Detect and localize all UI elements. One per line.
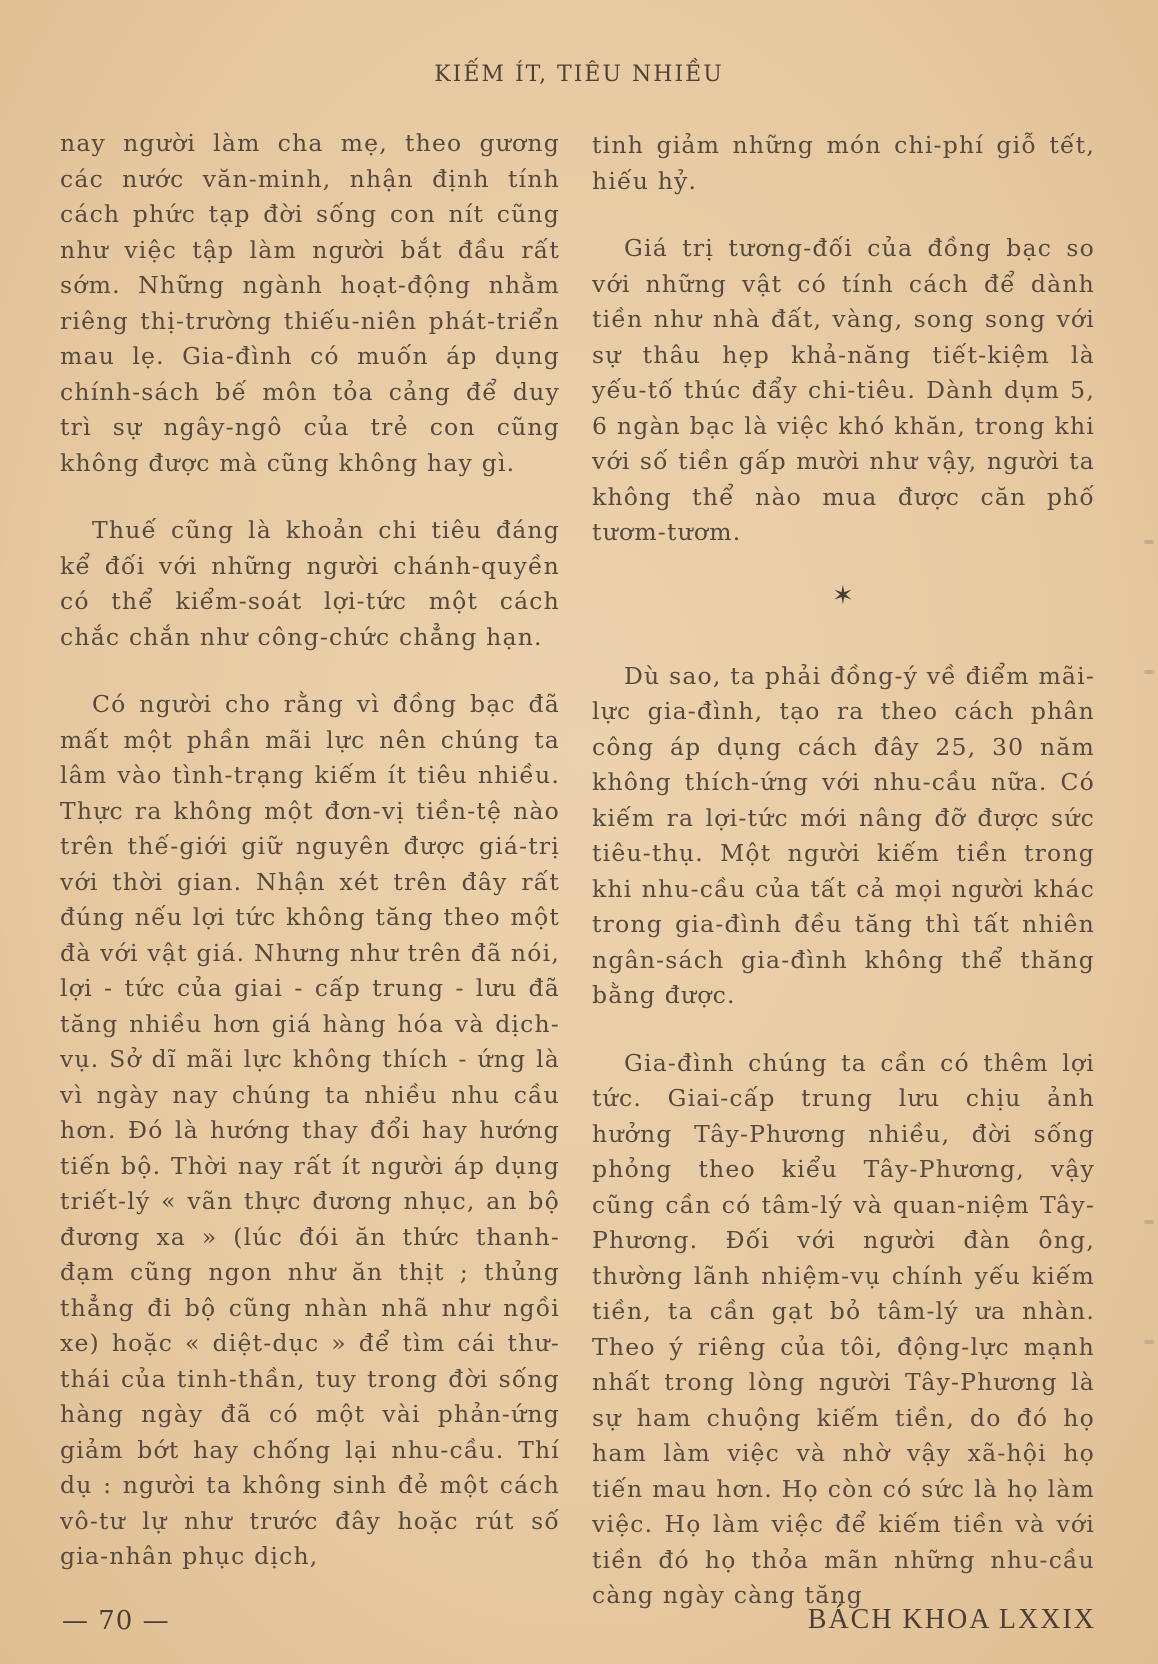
binding-mark [1144,1340,1154,1344]
right-paragraph-2: Giá trị tương-đối của đồng bạc so với những vật có tính cách để dành tiền như nhà đất, vàng, song song với sự thâu hẹp khả-năng tiết-kiệm là yếu-tố thúc đẩy chi-tiêu. Dành dụm 5, 6 ngàn bạc là việc khó khăn, trong khi với số tiền gấp mười như vậy, người ta không thể nào mua được căn phố tươm-tươm. [592,234,1095,546]
right-column [592,128,1095,1646]
running-header: KIẾM ÍT, TIÊU NHIỀU [434,62,724,87]
section-separator-star: ✶ [832,580,855,611]
magazine-issue: BÁCH KHOA LXXIX [807,1604,1096,1635]
right-paragraph-1: tinh giảm những món chi-phí giỗ tết, hiếu hỷ. [592,131,1095,195]
page-number: — 70 — [62,1606,170,1636]
binding-mark [1144,1220,1154,1224]
left-paragraph-1: nay người làm cha mẹ, theo gương các nước văn-minh, nhận định tính cách phức tạp đời sống con nít cũng như việc tập làm người bắt đầu rất sớm. Những ngành hoạt-động nhằm riêng thị-trường thiếu-niên phát-triển mau lẹ. Gia-đình có muốn áp dụng chính-sách bế môn tỏa cảng để duy trì sự ngây-ngô của trẻ con cũng không được mà cũng không hay gì. [60,129,560,477]
right-paragraph-4: Gia-đình chúng ta cần có thêm lợi tức. Giai-cấp trung lưu chịu ảnh hưởng Tây-Phương nhiều, đời sống phỏng theo kiểu Tây-Phương, vậy cũng cần có tâm-lý và quan-niệm Tây-Phương. Đối với người đàn ông, thường lãnh nhiệm-vụ chính yếu kiếm tiền, ta cần gạt bỏ tâm-lý ưa nhàn. Theo ý riêng của tôi, động-lực mạnh nhất trong lòng người Tây-Phương là sự ham chuộng kiếm tiền, do đó họ ham làm việc và nhờ vậy xã-hội họ tiến mau hơn. Họ còn có sức là họ làm việc. Họ làm việc để kiếm tiền và với tiền đó họ thỏa mãn những nhu-cầu càng ngày càng tăng [592,1048,1095,1609]
left-paragraph-3: Có người cho rằng vì đồng bạc đã mất một phần mãi lực nên chúng ta lâm vào tình-trạng kiếm ít tiêu nhiều. Thực ra không một đơn-vị tiền-tệ nào trên thế-giới giữ nguyên được giá-trị với thời gian. Nhận xét trên đây rất đúng nếu lợi tức không tăng theo một đà với vật giá. Nhưng như trên đã nói, lợi - tức của giai - cấp trung - lưu đã tăng nhiều hơn giá hàng hóa và dịch-vụ. Sở dĩ mãi lực không thích - ứng là vì ngày nay chúng ta nhiều nhu cầu hơn. Đó là hướng thay đổi hay hướng tiến bộ. Thời nay rất ít người áp dụng triết-lý « vãn thực đương nhục, an bộ đương xa » (lúc đói ăn thức thanh-đạm cũng ngon như ăn thịt ; thủng thẳng đi bộ cũng nhàn nhã như ngồi xe) hoặc « diệt-dục » để tìm cái thư-thái của tinh-thần, tuy trong đời sống hàng ngày đã có một vài phản-ứng giảm bớt hay chống lại nhu-cầu. Thí dụ : người ta không sinh đẻ một cách vô-tư lự như trước đây hoặc rút số gia-nhân phục dịch, [60,690,560,1570]
binding-mark [1144,540,1154,544]
right-paragraph-3: Dù sao, ta phải đồng-ý về điểm mãi-lực gia-đình, tạo ra theo cách phân công áp dụng cách đây 25, 30 năm không thích-ứng với nhu-cầu nữa. Có kiếm ra lợi-tức mới nâng đỡ được sức tiêu-thụ. Một người kiếm tiền trong khi nhu-cầu của tất cả mọi người khác trong gia-đình đều tăng thì tất nhiên ngân-sách gia-đình không thể thăng bằng được. [592,661,1095,1009]
left-paragraph-2: Thuế cũng là khoản chi tiêu đáng kể đối với những người chánh-quyền có thể kiểm-soát lợi-tức một cách chắc chắn như công-chức chẳng hạn. [60,516,560,651]
binding-mark [1144,670,1154,674]
left-column [60,126,560,1607]
